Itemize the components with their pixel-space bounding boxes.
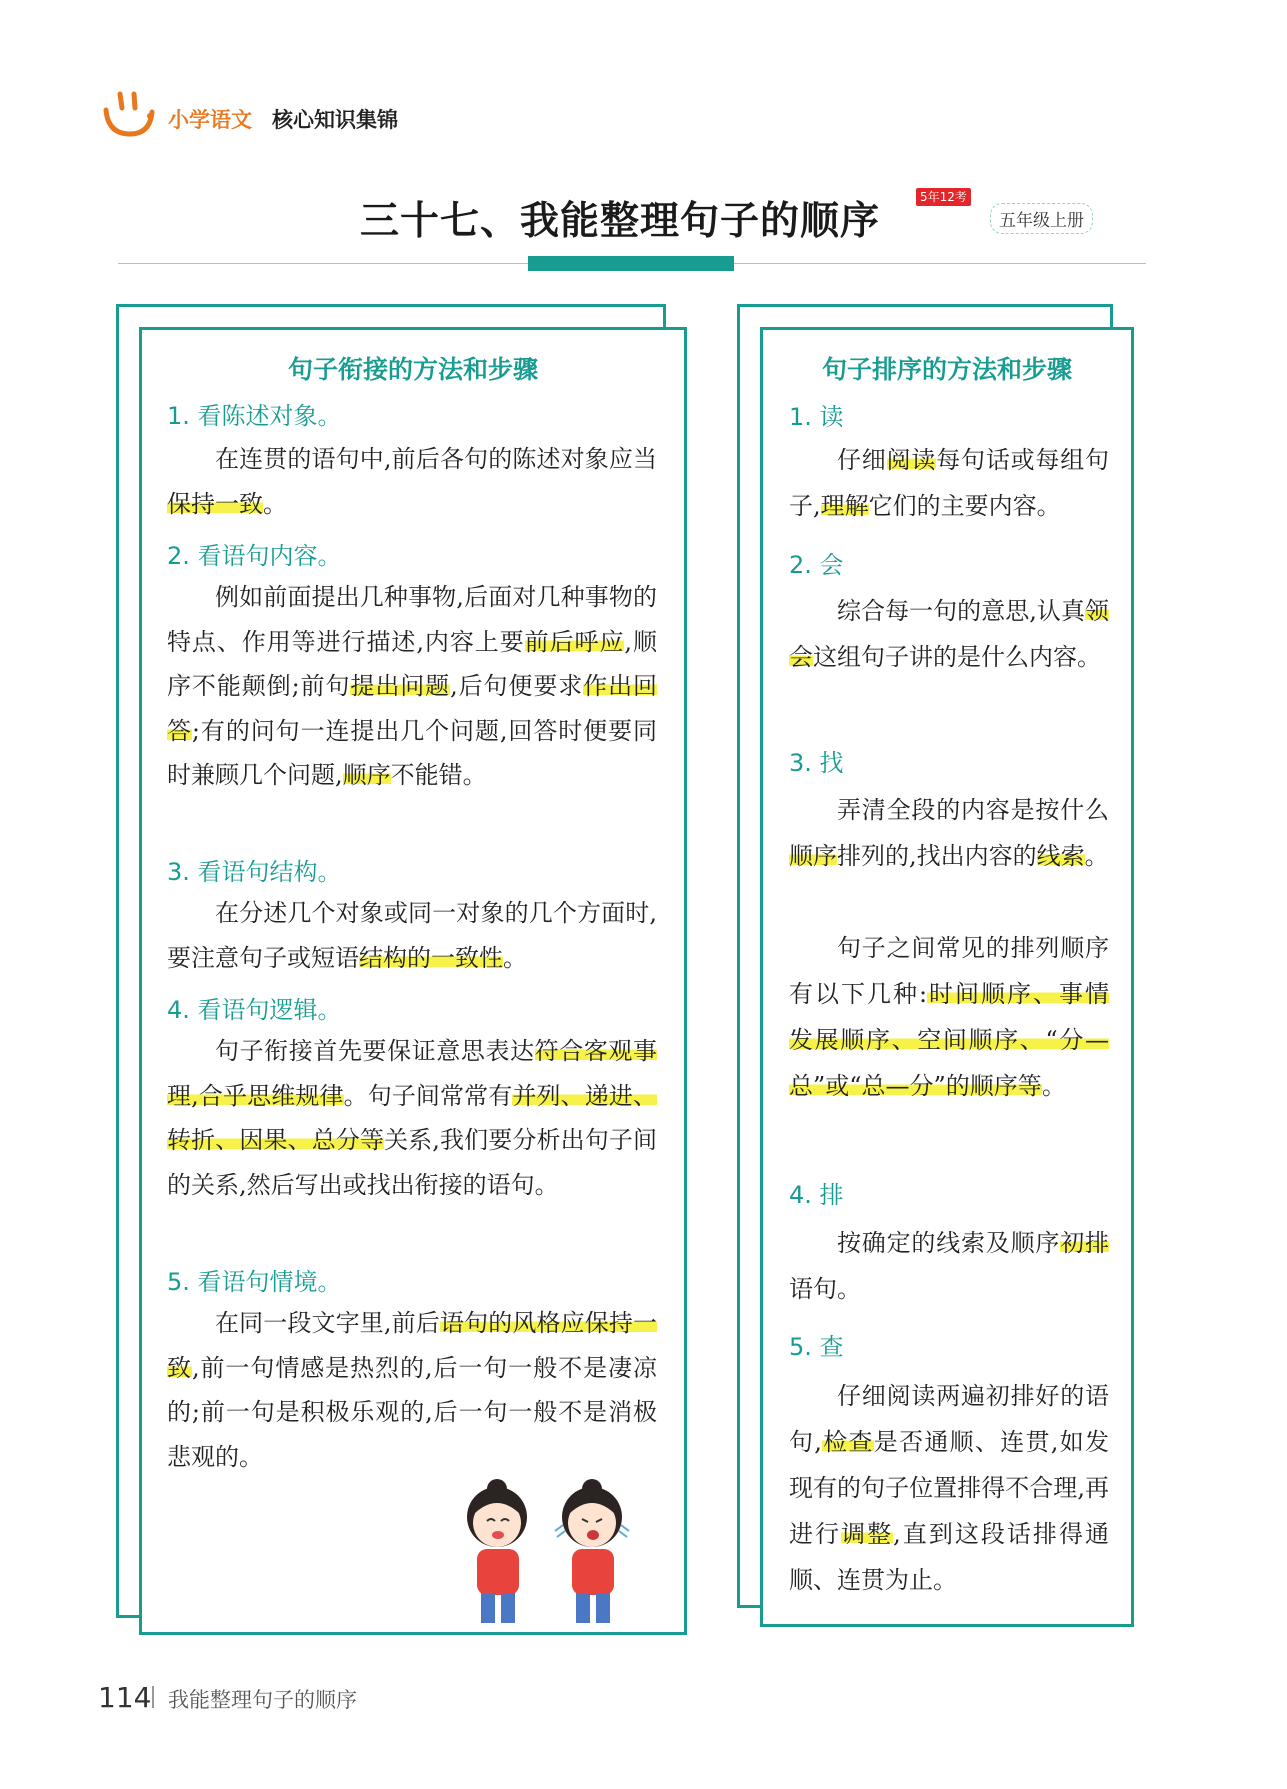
highlight: 顺序 <box>342 761 391 789</box>
highlight: 作出回答 <box>167 672 657 745</box>
highlight: 检查 <box>821 1428 874 1456</box>
crying-girl-icon <box>555 1479 629 1623</box>
section-heading: 4. 排 <box>789 1181 844 1209</box>
highlight: 前后呼应 <box>524 627 625 656</box>
header-series: 核心知识集锦 <box>272 108 398 132</box>
highlight: 并列、递进、转折、因果、总分等 <box>167 1081 657 1154</box>
right-panel-heading: 句子排序的方法和步骤 <box>821 355 1072 384</box>
title-accent-bar <box>528 256 734 271</box>
section-heading: 3. 看语句结构。 <box>167 858 342 886</box>
footer-divider <box>152 1686 154 1708</box>
section-heading: 2. 会 <box>789 551 844 579</box>
section-body: 在连贯的语句中,前后各句的陈述对象应当保持一致。 <box>167 445 657 518</box>
two-girls-illustration <box>447 1475 647 1630</box>
section-body: 按确定的线索及顺序初排语句。 <box>789 1229 1110 1303</box>
section-body: 仔细阅读两遍初排好的语句,检查是否通顺、连贯,如发现有的句子位置排得不合理,再进行调整,直到这段话排得通顺、连贯为止。 <box>789 1382 1109 1594</box>
grade-tag: 五年级上册 <box>990 203 1093 234</box>
exam-frequency-badge: 5年12考 <box>916 188 971 206</box>
highlight: 顺序 <box>789 842 837 870</box>
page-number: 114 <box>98 1681 152 1714</box>
highlight: 领会 <box>789 597 1109 671</box>
section-body: 综合每一句的意思,认真领会这组句子讲的是什么内容。 <box>789 597 1109 671</box>
section-heading: 1. 读 <box>789 403 844 431</box>
highlight: 调整 <box>841 1520 894 1548</box>
section-heading: 4. 看语句逻辑。 <box>167 996 342 1024</box>
highlight: 结构的一致性 <box>359 943 503 972</box>
highlight: 保持一致 <box>167 489 263 518</box>
page-title: 三十七、我能整理句子的顺序 <box>360 199 881 244</box>
footer-title: 我能整理句子的顺序 <box>168 1688 357 1712</box>
smiley-logo-icon <box>100 88 156 138</box>
highlight: 语句的风格应保持一致 <box>167 1309 658 1382</box>
highlight: 阅读 <box>886 446 937 474</box>
section-body: 弄清全段的内容是按什么顺序排列的,找出内容的线索。 <box>789 796 1109 870</box>
section-body: 在分述几个对象或同一对象的几个方面时,要注意句子或短语结构的一致性。 <box>167 899 657 972</box>
left-panel-heading: 句子衔接的方法和步骤 <box>287 355 538 384</box>
header-subject: 小学语文 <box>168 108 252 132</box>
highlight: 线索 <box>1036 842 1085 870</box>
highlight: 初排 <box>1060 1229 1110 1257</box>
right-panel <box>760 327 1134 1627</box>
highlight: 理解 <box>820 492 869 520</box>
left-panel <box>139 327 687 1635</box>
section-heading: 1. 看陈述对象。 <box>167 402 342 430</box>
highlight: 提出问题 <box>350 672 451 700</box>
section-heading: 5. 查 <box>789 1333 844 1361</box>
section-body: 句子衔接首先要保证意思表达符合客观事理,合乎思维规律。句子间常常有并列、递进、转折、因果、总分等关系,我们要分析出句子间的关系,然后写出或找出衔接的语句。 <box>167 1037 658 1199</box>
section-body: 例如前面提出几种事物,后面对几种事物的特点、作用等进行描述,内容上要前后呼应,顺序不能颠倒;前句提出问题,后句便要求作出回答;有的问句一连提出几个问题,回答时便要同时兼顾几个问题,顺序不能错。 <box>167 583 658 789</box>
section-body: 在同一段文字里,前后语句的风格应保持一致,前一句情感是热烈的,后一句一般不是凄凉的;前一句是积极乐观的,后一句一般不是消极悲观的。 <box>167 1309 658 1471</box>
highlight: 符合客观事理,合乎思维规律 <box>167 1037 658 1110</box>
section-heading: 2. 看语句内容。 <box>167 542 342 570</box>
laughing-girl-icon <box>467 1479 527 1623</box>
section-body: 句子之间常见的排列顺序有以下几种:时间顺序、事情发展顺序、空间顺序、“分—总”或“总—分”的顺序等。 <box>789 934 1109 1100</box>
section-heading: 5. 看语句情境。 <box>167 1268 342 1296</box>
section-body: 仔细阅读每句话或每组句子,理解它们的主要内容。 <box>789 446 1110 520</box>
highlight: 时间顺序、事情发展顺序、空间顺序、“分—总”或“总—分”的顺序等 <box>789 980 1109 1100</box>
section-heading: 3. 找 <box>789 749 844 777</box>
